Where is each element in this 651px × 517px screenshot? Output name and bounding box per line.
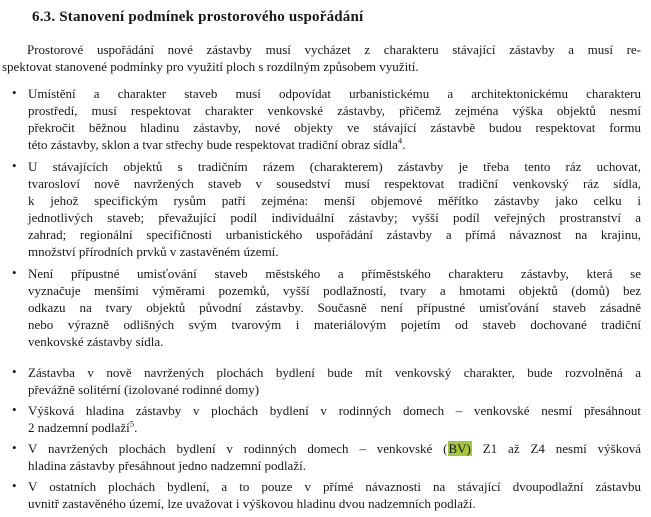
text-line: [28, 226, 641, 243]
bullet-group: [2, 85, 641, 350]
bullet-marker-icon: •: [12, 478, 17, 493]
section-heading: 6.3. Stanovení podmínek prostorového uspořádání: [32, 9, 364, 25]
text-segment: V ostatních plochách bydlení, a to pouze v přímé návaznosti na stávající dvoupodlažní zástavbu: [28, 479, 641, 494]
text-segment: překročit běžnou hladinu zástavby, nové objekty ve stávající zástavbě budou respektovat formu: [28, 120, 641, 135]
bullet-groups: [2, 85, 641, 512]
bullet-marker-icon: •: [12, 440, 17, 455]
text-segment: V navržených plochách bydlení v rodinných domech – venkovské (: [28, 441, 448, 456]
bullet-item: [2, 85, 641, 153]
text-line: [28, 102, 641, 119]
text-segment: převážně solitérní (izolované rodinné domy): [28, 382, 260, 397]
text-line: [2, 58, 641, 75]
text-segment: vyznačuje menšími výměrami pozemků, vyšší podlažností, tvary a hmotami objektů (domů) bez: [28, 283, 641, 298]
footnote-ref: 4: [397, 135, 403, 146]
bullet-marker-icon: •: [12, 85, 17, 100]
bullet-item: [2, 158, 641, 260]
text-segment: Z1 až Z4 nesmí výšková: [471, 441, 641, 456]
text-segment: hladina zástavby přesáhnout jedno nadzemní podlaží.: [28, 458, 306, 473]
text-line: [28, 457, 641, 474]
intro-paragraph: [2, 41, 641, 75]
text-segment: uvnitř zastavěného území, lze uvažovat i výškovou hladinu dvou nadzemních podlaží.: [28, 496, 476, 511]
text-line: [28, 158, 641, 175]
text-segment: .: [134, 420, 138, 435]
text-segment: Zástavba v nově navržených plochách bydlení bude mít venkovský charakter, bude rozvolněná a: [28, 365, 641, 380]
bullet-marker-icon: •: [12, 158, 17, 173]
text-line: [28, 495, 641, 512]
text-segment: venkovské zástavby sídla.: [28, 334, 164, 349]
footnote-ref: 5: [129, 418, 135, 429]
bullet-item: [2, 364, 641, 398]
text-line: [28, 209, 641, 226]
bullet-marker-icon: •: [12, 364, 17, 379]
text-segment: Není přípustné umisťování staveb městského a příměstského charakteru zástavby, která se: [28, 266, 641, 281]
text-line: [28, 419, 641, 436]
bullet-item: [2, 265, 641, 350]
bullet-marker-icon: •: [12, 402, 17, 417]
text-line: [28, 333, 641, 350]
text-line: [28, 136, 641, 153]
text-line: [28, 299, 641, 316]
text-segment: .: [402, 137, 406, 152]
text-segment: Umístění a charakter staveb musí odpovídat urbanistickému a architektonickému charakteru: [28, 86, 641, 101]
text-line: [28, 192, 641, 209]
text-segment: Výšková hladina zástavby v plochách bydlení v rodinných domech – venkovské nesmí přesáhnout: [28, 403, 641, 418]
text-line: [28, 364, 641, 381]
bullet-marker-icon: •: [12, 265, 17, 280]
text-segment: 2 nadzemní podlaží: [28, 420, 130, 435]
text-line: [28, 402, 641, 419]
text-segment: U stávajících objektů s tradičním rázem (charakterem) zástavby je třeba tento ráz uchovat,: [28, 159, 641, 174]
text-line: [28, 381, 641, 398]
text-line: [28, 265, 641, 282]
text-segment: nebo výrazně odlišných svým tvarovým i materiálovým pojetím od staveb dochované tradiční: [28, 317, 641, 332]
bullet-item: [2, 478, 641, 512]
text-line: [28, 119, 641, 136]
text-line: [28, 175, 641, 192]
text-segment: odkazu na tvary objektů původní zástavby. Současně není přípustné umisťování staveb zásadně: [28, 300, 641, 315]
text-segment: k jehož specifickým rysům patří zejména: menší objemové měřítko zástavby jako celku i: [28, 193, 641, 208]
text-segment: prostředí, musí respektovat charakter venkovské zástavby, přičemž zejména výška objektů nesmí: [28, 103, 641, 118]
text-segment: tvarosloví nově navržených staveb v sousedství musí respektovat tradiční venkovský ráz sídla,: [28, 176, 641, 191]
text-segment: jednotlivých staveb; převažující podíl individuální zástavby; vyšší podíl veřejných prostranství a: [28, 210, 641, 225]
text-segment: zahrad; regionální specifičnosti urbanistického uspořádání zástavby a přímá návaznost na krajinu,: [28, 227, 641, 242]
text-line: [28, 85, 641, 102]
highlighted-text: BV): [448, 441, 471, 456]
text-line: [28, 282, 641, 299]
text-line: [28, 316, 641, 333]
bullet-item: [2, 440, 641, 474]
text-segment: množství přírodních prvků v zastavěném území.: [28, 244, 279, 259]
bullet-group: [2, 364, 641, 512]
text-line: [28, 243, 641, 260]
text-segment: této zástavby, sklon a tvar střechy bude respektovat tradiční obraz sídla: [28, 137, 398, 152]
text-line: [28, 478, 641, 495]
text-line: [2, 41, 641, 58]
text-segment: Prostorové uspořádání nové zástavby musí vycházet z charakteru stávající zástavby a musí re-: [27, 42, 641, 57]
bullet-item: [2, 402, 641, 436]
text-segment: spektovat stanovené podmínky pro využití ploch s rozdílným způsobem využití.: [2, 59, 419, 74]
text-line: [28, 440, 641, 457]
